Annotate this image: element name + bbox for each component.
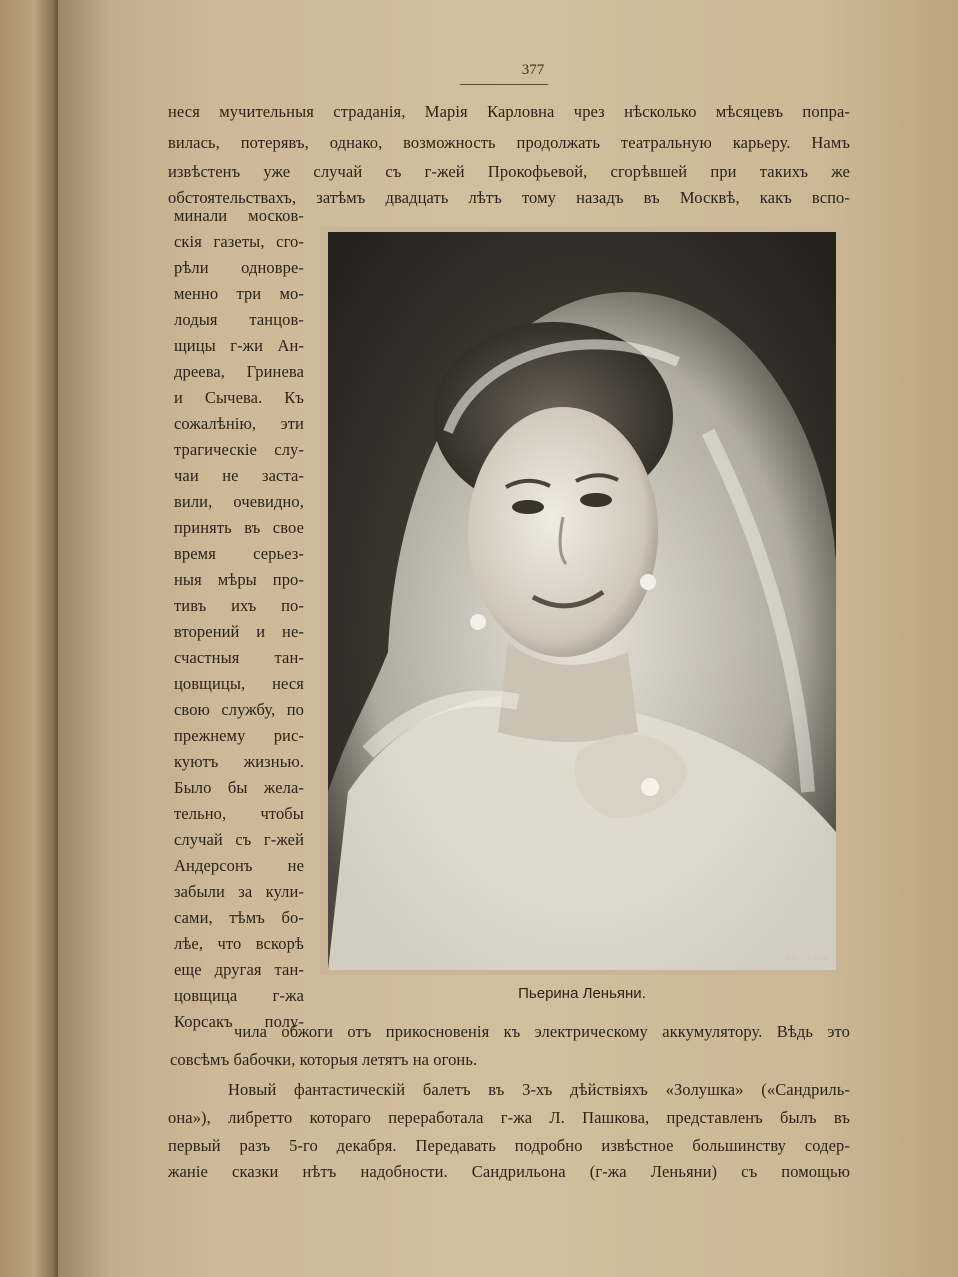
- column-line: Андерсонъ не: [174, 856, 304, 875]
- column-line: щицы г-жи Ан-: [174, 336, 304, 355]
- column-line: ныя мѣры про-: [174, 570, 304, 589]
- text-line: чила обжоги отъ прикосновенія къ электрическому аккумулятору. Вѣдь это: [234, 1022, 850, 1041]
- page-number: 377: [521, 62, 545, 78]
- column-line: дреева, Гринева: [174, 362, 304, 381]
- text-line: совсѣмъ бабочки, которыя летятъ на огонь.: [170, 1050, 478, 1069]
- column-line: минали москов-: [174, 206, 304, 225]
- portrait-photo: [328, 232, 836, 970]
- column-line: свою службу, по: [174, 700, 304, 719]
- column-line: и Сычева. Къ: [174, 388, 304, 407]
- column-line: чаи не заста-: [174, 466, 304, 485]
- column-line: Корсакъ полу-: [174, 1012, 304, 1031]
- book-page: [58, 0, 958, 1277]
- portrait-illustration: [328, 232, 836, 970]
- column-line: цовщицы, неся: [174, 674, 304, 693]
- text-line: жаніе сказки нѣтъ надобности. Сандрильона (г-жа Леньяни) съ помощью: [168, 1162, 850, 1181]
- column-line: принять въ свое: [174, 518, 304, 537]
- text-line: Новый фантастическій балетъ въ 3-хъ дѣйствіяхъ «Золушка» («Сандриль-: [228, 1080, 850, 1099]
- text-line: обстоятельствахъ, затѣмъ двадцать лѣтъ тому назадъ въ Москвѣ, какъ вспо-: [168, 188, 850, 207]
- column-line: счастныя тан-: [174, 648, 304, 667]
- page-number-rule: [460, 84, 548, 85]
- column-line: время серьез-: [174, 544, 304, 563]
- column-line: вили, очевидно,: [174, 492, 304, 511]
- column-line: куютъ жизнью.: [174, 752, 304, 771]
- earring: [470, 614, 486, 630]
- text-line: первый разъ 5-го декабря. Передавать подробно извѣстное большинству содер-: [168, 1136, 850, 1155]
- column-line: Было бы жела-: [174, 778, 304, 797]
- left-eye: [512, 500, 544, 514]
- photo-caption: Пьерина Леньяни.: [518, 985, 646, 1002]
- text-line: она»), либретто котораго переработала г-жа Л. Пашкова, представленъ былъ въ: [168, 1108, 850, 1127]
- column-line: лѣе, что вскорѣ: [174, 934, 304, 953]
- engraver-mark: Фр. Гл.-Луи: [785, 954, 828, 962]
- column-line: случай съ г-жей: [174, 830, 304, 849]
- column-line: сами, тѣмъ бо-: [174, 908, 304, 927]
- column-line: скія газеты, сго-: [174, 232, 304, 251]
- text-line: извѣстенъ уже случай съ г-жей Прокофьевой, сгорѣвшей при такихъ же: [168, 162, 850, 181]
- column-line: забыли за кули-: [174, 882, 304, 901]
- column-line: сожалѣнію, эти: [174, 414, 304, 433]
- column-line: трагическіе слу-: [174, 440, 304, 459]
- column-line: менно три мо-: [174, 284, 304, 303]
- face: [468, 407, 658, 657]
- earring: [640, 574, 656, 590]
- column-line: прежнему рис-: [174, 726, 304, 745]
- column-line: тельно, чтобы: [174, 804, 304, 823]
- text-line: вилась, потерявъ, однако, возможность продолжать театральную карьеру. Намъ: [168, 133, 850, 152]
- column-line: лодыя танцов-: [174, 310, 304, 329]
- right-eye: [580, 493, 612, 507]
- column-line: рѣли одновре-: [174, 258, 304, 277]
- text-line: неся мучительныя страданія, Марія Карловна чрез нѣсколько мѣсяцевъ попра-: [168, 102, 850, 121]
- column-line: цовщица г-жа: [174, 986, 304, 1005]
- column-line: еще другая тан-: [174, 960, 304, 979]
- column-line: тивъ ихъ по-: [174, 596, 304, 615]
- column-line: вторений и не-: [174, 622, 304, 641]
- ring: [641, 778, 659, 796]
- left-page-edge: [0, 0, 62, 1277]
